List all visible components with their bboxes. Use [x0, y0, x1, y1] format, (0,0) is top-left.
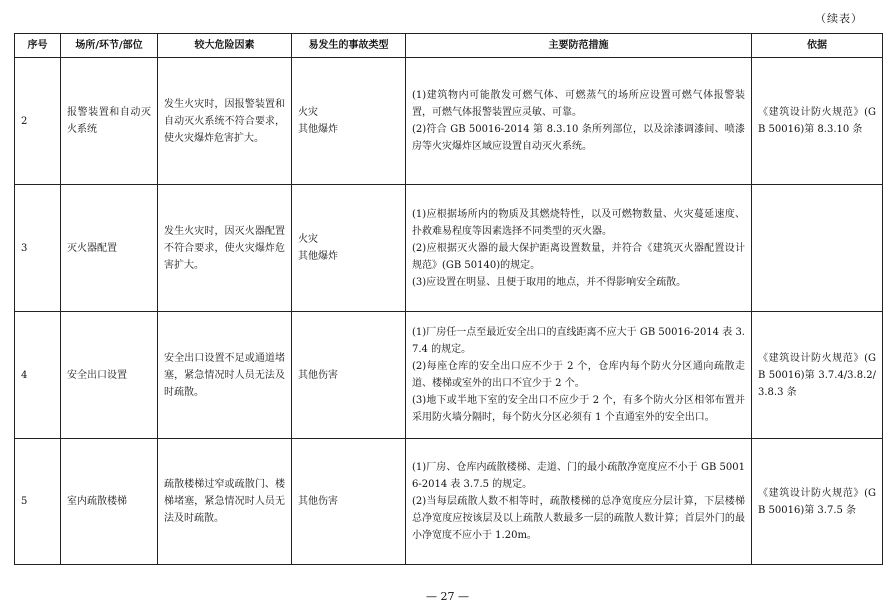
measure-item: (2)当每层疏散人数不相等时，疏散楼梯的总净宽度应分层计算，下层楼梯总净宽度应按该层及以上疏散人数最多一层的疏散人数计算；首层外门的最小净宽度不应小于 1.20m。: [412, 496, 745, 541]
basis-cell: [752, 185, 883, 312]
measure-item: (3)地下或半地下室的安全出口不应少于 2 个，有多个防火分区相邻布置并采用防火墙分隔时，每个防火分区必须有 1 个直通室外的安全出口。: [412, 395, 745, 423]
accident-cell: [292, 58, 406, 185]
place-cell: 安全出口设置: [61, 312, 158, 439]
basis-cell: 《建筑设计防火规范》(GB 50016)第 3.7.4/3.8.2/3.8.3 条: [752, 312, 883, 439]
header-row: [15, 34, 883, 58]
header-accident: 易发生的事故类型: [292, 34, 406, 58]
accident-type: 火灾: [298, 107, 318, 118]
measure-item: (1)建筑物内可能散发可燃气体、可燃蒸气的场所应设置可燃气体报警装置，可燃气体报警装置应灵敏、可靠。: [412, 90, 745, 118]
row-number: 4: [15, 312, 61, 439]
measure-item: (1)厂房任一点至最近安全出口的直线距离不应大于 GB 50016-2014 表 3.7.4 的规定。: [412, 327, 745, 355]
measures-cell: [406, 439, 752, 565]
hazard-cell: 疏散楼梯过窄或疏散门、楼梯堵塞，紧急情况时人员无法及时疏散。: [158, 439, 292, 565]
continuation-note: （续表）: [815, 12, 863, 25]
hazard-cell: 发生火灾时，因报警装置和自动灭火系统不符合要求，使火灾爆炸危害扩大。: [158, 58, 292, 185]
accident-type: 其他爆炸: [298, 124, 338, 135]
measure-item: (2)符合 GB 50016-2014 第 8.3.10 条所列部位，以及涂漆调漆间、喷漆房等火灾爆炸区域应设置自动灭火系统。: [412, 124, 745, 152]
table-row: [15, 312, 883, 439]
measure-item: (1)应根据场所内的物质及其燃烧特性，以及可燃物数量、火灾蔓延速度、扑救难易程度等因素选择不同类型的灭火器。: [412, 208, 745, 237]
hazard-cell: 安全出口设置不足或通道堵塞，紧急情况时人员无法及时疏散。: [158, 312, 292, 439]
place-cell: 报警装置和自动灭火系统: [61, 58, 158, 185]
accident-cell: [292, 185, 406, 312]
accident-type: 其他伤害: [298, 496, 338, 507]
row-number: 3: [15, 185, 61, 312]
basis-cell: 《建筑设计防火规范》(GB 50016)第 3.7.5 条: [752, 439, 883, 565]
accident-type: 火灾: [298, 234, 318, 245]
header-measures: 主要防范措施: [406, 34, 752, 58]
accident-cell: [292, 439, 406, 565]
measure-item: (2)每座仓库的安全出口应不少于 2 个，仓库内每个防火分区通向疏散走道、楼梯或室外的出口不宜少于 2 个。: [412, 361, 745, 389]
measures-cell: [406, 312, 752, 439]
table-row: [15, 58, 883, 185]
table-row: [15, 185, 883, 312]
accident-type: 其他爆炸: [298, 251, 338, 262]
measure-item: (2)应根据灭火器的最大保护距离设置数量，并符合《建筑灭火器配置设计规范》(GB 50140)的规定。: [412, 242, 745, 271]
table-row: [15, 439, 883, 565]
header-place: 场所/环节/部位: [61, 34, 158, 58]
hazard-table: [14, 33, 883, 565]
basis-cell: 《建筑设计防火规范》(GB 50016)第 8.3.10 条: [752, 58, 883, 185]
measures-cell: [406, 58, 752, 185]
measure-item: (1)厂房、仓库内疏散楼梯、走道、门的最小疏散净宽度应不小于 GB 50016-2014 表 3.7.5 的规定。: [412, 462, 745, 490]
measures-cell: [406, 185, 752, 312]
accident-type: 其他伤害: [298, 369, 338, 381]
page-number: — 27 —: [426, 590, 469, 603]
header-hazard: 较大危险因素: [158, 34, 292, 58]
row-number: 5: [15, 439, 61, 565]
row-number: 2: [15, 58, 61, 185]
hazard-cell: 发生火灾时，因灭火器配置不符合要求，使火灾爆炸危害扩大。: [158, 185, 292, 312]
header-no: 序号: [15, 34, 61, 58]
header-basis: 依据: [752, 34, 883, 58]
place-cell: 灭火器配置: [61, 185, 158, 312]
place-cell: 室内疏散楼梯: [61, 439, 158, 565]
measure-item: (3)应设置在明显、且便于取用的地点，并不得影响安全疏散。: [412, 276, 687, 288]
accident-cell: [292, 312, 406, 439]
